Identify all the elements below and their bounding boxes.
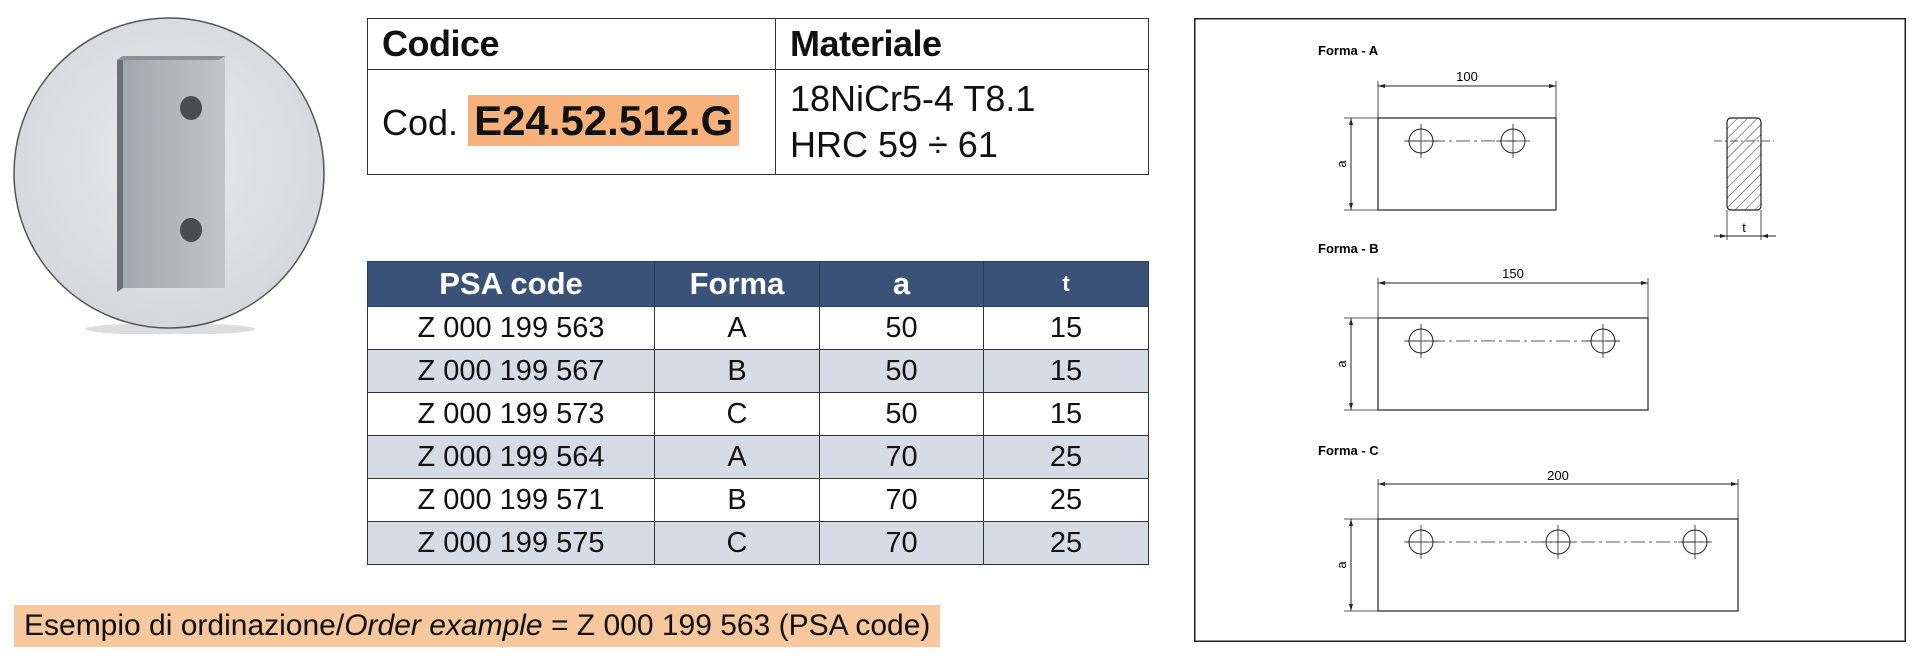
table-row <box>368 436 1149 479</box>
psa-code-cell: Z 000 199 571 <box>368 479 655 522</box>
forma-c-label: Forma - C <box>1318 443 1379 458</box>
forma-a-dim-a: a <box>1334 160 1349 168</box>
forma-cell: C <box>655 393 820 436</box>
t-cell: 15 <box>984 307 1149 350</box>
t-cell: 15 <box>984 393 1149 436</box>
a-cell: 70 <box>820 479 984 522</box>
psa-code-cell: Z 000 199 567 <box>368 350 655 393</box>
column-header-t: t <box>984 262 1149 307</box>
forma-c-length: 200 <box>1547 468 1569 483</box>
order-example <box>14 605 940 647</box>
product-photo <box>10 16 328 334</box>
table-row <box>368 522 1149 565</box>
t-cell: 25 <box>984 479 1149 522</box>
psa-code-cell: Z 000 199 564 <box>368 436 655 479</box>
section-view <box>1727 118 1761 210</box>
psa-code-cell: Z 000 199 563 <box>368 307 655 350</box>
table-row <box>368 307 1149 350</box>
forma-a-dim-t: t <box>1742 220 1746 235</box>
material-cell <box>776 70 1149 175</box>
table-row <box>368 350 1149 393</box>
technical-drawing <box>1194 18 1906 642</box>
table-row <box>368 479 1149 522</box>
a-cell: 70 <box>820 522 984 565</box>
forma-cell: C <box>655 522 820 565</box>
psa-code-cell: Z 000 199 573 <box>368 393 655 436</box>
material-line1: 18NiCr5-4 T8.1 <box>790 78 1036 120</box>
material-line2: HRC 59 ÷ 61 <box>790 124 998 166</box>
header-codice: Codice <box>368 19 776 70</box>
a-cell: 50 <box>820 350 984 393</box>
t-cell: 25 <box>984 522 1149 565</box>
column-header-a: a <box>820 262 984 307</box>
a-cell: 50 <box>820 393 984 436</box>
forma-a-label: Forma - A <box>1318 43 1379 58</box>
a-cell: 70 <box>820 436 984 479</box>
column-header-psa-code: PSA code <box>368 262 655 307</box>
code-cell <box>368 70 776 175</box>
psa-table-header-row <box>368 262 1149 307</box>
product-code: E24.52.512.G <box>468 95 739 146</box>
forma-b-label: Forma - B <box>1318 241 1379 256</box>
order-example-value: = Z 000 199 563 (PSA code) <box>542 609 931 642</box>
a-cell: 50 <box>820 307 984 350</box>
forma-b-length: 150 <box>1502 266 1524 281</box>
table-row <box>368 393 1149 436</box>
psa-code-table <box>367 261 1149 565</box>
psa-code-cell: Z 000 199 575 <box>368 522 655 565</box>
forma-b-dim-a: a <box>1334 360 1349 368</box>
forma-a-length: 100 <box>1456 69 1478 84</box>
forma-cell: A <box>655 307 820 350</box>
forma-c-dim-a: a <box>1334 561 1349 569</box>
code-prefix: Cod. <box>382 102 459 144</box>
code-material-table <box>367 18 1149 175</box>
order-example-label-en: Order example <box>344 609 543 642</box>
column-header-forma: Forma <box>655 262 820 307</box>
forma-cell: B <box>655 350 820 393</box>
forma-cell: B <box>655 479 820 522</box>
header-materiale: Materiale <box>776 19 1149 70</box>
forma-cell: A <box>655 436 820 479</box>
order-example-label-it: Esempio di ordinazione/ <box>24 609 345 642</box>
t-cell: 15 <box>984 350 1149 393</box>
t-cell: 25 <box>984 436 1149 479</box>
